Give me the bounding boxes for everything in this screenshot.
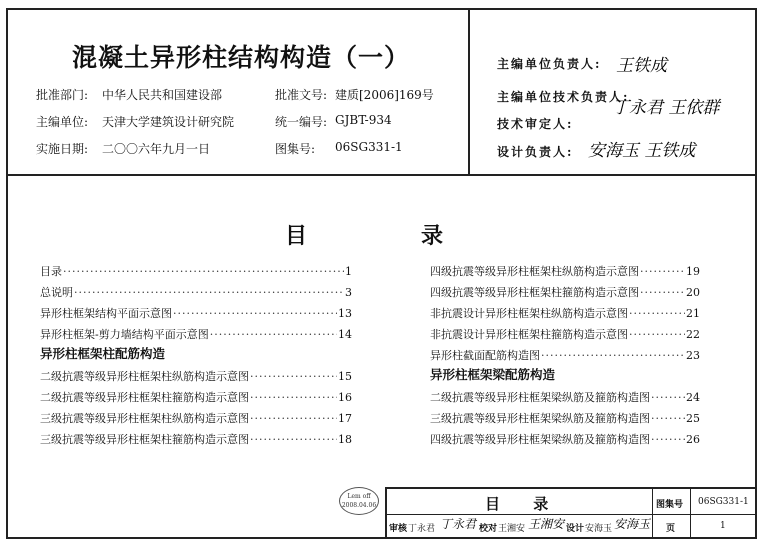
check-label: 校对 <box>479 524 498 534</box>
toc-entry <box>430 326 700 342</box>
toc-entry-label: 总说明 <box>40 286 73 299</box>
toc-entry <box>40 263 352 279</box>
stamp-line-1: Lem off <box>347 493 371 500</box>
toc-entry-label: 二级抗震等级异形柱框架柱箍筋构造示意图 <box>40 391 249 404</box>
toc-entry-label: 异形柱框架结构平面示意图 <box>40 307 172 320</box>
toc-leader-dots <box>210 328 337 341</box>
toc-entry <box>40 368 352 384</box>
toc-entry-label: 三级抗震等级异形柱框架柱箍筋构造示意图 <box>40 433 249 446</box>
toc-entry <box>40 305 352 321</box>
toc-entry-label: 二级抗震等级异形柱框架柱纵筋构造示意图 <box>40 370 249 383</box>
toc-leader-dots <box>629 307 685 320</box>
toc-entry-page: 26 <box>686 433 700 446</box>
info-label-2: 图集号: <box>275 142 316 156</box>
info-value-2: GJBT-934 <box>335 113 392 127</box>
toc-entry-page: 20 <box>686 286 700 299</box>
toc-entry-label: 目录 <box>40 265 62 278</box>
toc-leader-dots <box>629 328 685 341</box>
toc-leader-dots <box>651 433 685 446</box>
toc-title-left: 目 <box>285 223 308 249</box>
responsible-role: 技术审定人: <box>497 117 574 131</box>
info-label-2: 批准文号: <box>275 88 328 102</box>
toc-leader-dots <box>250 370 337 383</box>
toc-entry-page: 15 <box>338 370 352 383</box>
checker-name: 王湘安 <box>498 524 526 534</box>
responsible-role: 设计负责人: <box>497 145 574 159</box>
toc-entry-label: 四级抗震等级异形柱框架柱箍筋构造示意图 <box>430 286 639 299</box>
toc-entry <box>40 389 352 405</box>
toc-entry-page: 3 <box>345 286 352 299</box>
handwritten-signature: 安海玉 王铁成 <box>588 141 696 161</box>
toc-entry-label: 非抗震设计异形柱框架柱箍筋构造示意图 <box>430 328 628 341</box>
atlas-number-value: 06SG331-1 <box>698 497 749 507</box>
page-value: 1 <box>720 521 726 531</box>
designer-signature: 安海玉 <box>614 517 651 531</box>
toc-leader-dots <box>651 412 685 425</box>
toc-entry-label: 异形柱截面配筋构造图 <box>430 349 540 362</box>
info-value-2: 06SG331-1 <box>335 140 403 154</box>
handwritten-signature: 王铁成 <box>616 56 667 76</box>
stamp-line-2: 2008.04.06 <box>341 502 377 509</box>
checker-signature: 王湘安 <box>528 517 565 531</box>
toc-entry <box>40 284 352 300</box>
toc-entry-label: 异形柱框架-剪力墙结构平面示意图 <box>40 328 209 341</box>
toc-entry <box>430 389 700 405</box>
toc-entry-label: 二级抗震等级异形柱框架梁纵筋及箍筋构造图 <box>430 391 650 404</box>
toc-entry-page: 24 <box>686 391 700 404</box>
toc-leader-dots <box>63 265 344 278</box>
toc-entry-page: 25 <box>686 412 700 425</box>
toc-leader-dots <box>640 286 685 299</box>
title-block-col-2 <box>690 487 691 539</box>
title-block-title: 目 录 <box>485 495 563 513</box>
toc-entry-label: 四级抗震等级异形柱框架柱纵筋构造示意图 <box>430 265 639 278</box>
responsible-role: 主编单位技术负责人: <box>497 90 630 104</box>
toc-entry-page: 17 <box>338 412 352 425</box>
toc-leader-dots <box>250 433 337 446</box>
responsible-role: 主编单位负责人: <box>497 57 602 71</box>
info-value-2: 建质[2006]169号 <box>335 88 434 102</box>
toc-leader-dots <box>250 391 337 404</box>
toc-entry <box>430 347 700 363</box>
toc-entry <box>430 431 700 447</box>
toc-entry-label: 四级抗震等级异形柱框架梁纵筋及箍筋构造图 <box>430 433 650 446</box>
title-block-col-1 <box>652 487 653 539</box>
toc-entry-label: 三级抗震等级异形柱框架柱纵筋构造示意图 <box>40 412 249 425</box>
approval-stamp <box>339 487 379 515</box>
toc-entry <box>430 305 700 321</box>
toc-entry <box>430 410 700 426</box>
toc-entry-page: 18 <box>338 433 352 446</box>
reviewer-name: 丁永君 <box>408 524 436 534</box>
info-value: 天津大学建筑设计研究院 <box>102 115 235 129</box>
info-value: 二〇〇六年九月一日 <box>102 142 211 156</box>
toc-leader-dots <box>651 391 685 404</box>
toc-leader-dots <box>541 349 685 362</box>
atlas-number-label: 图集号 <box>656 500 684 510</box>
header-divider <box>468 8 470 175</box>
toc-entry-page: 23 <box>686 349 700 362</box>
info-label-2: 统一编号: <box>275 115 328 129</box>
handwritten-signature: 丁永君 王依群 <box>612 98 720 118</box>
toc-entry <box>430 263 700 279</box>
toc-entry <box>40 431 352 447</box>
toc-entry-label: 非抗震设计异形柱框架柱纵筋构造示意图 <box>430 307 628 320</box>
reviewer-signature: 丁永君 <box>440 517 477 531</box>
toc-entry-page: 22 <box>686 328 700 341</box>
info-value: 中华人民共和国建设部 <box>102 88 223 102</box>
toc-entry-page: 19 <box>686 265 700 278</box>
info-label: 实施日期: <box>36 142 89 156</box>
toc-entry-label: 三级抗震等级异形柱框架梁纵筋及箍筋构造图 <box>430 412 650 425</box>
toc-section-heading: 异形柱框架梁配筋构造 <box>430 367 556 382</box>
header-bottom-rule <box>6 174 757 176</box>
toc-section-heading: 异形柱框架柱配筋构造 <box>40 346 166 361</box>
toc-entry-page: 16 <box>338 391 352 404</box>
toc-entry-page: 21 <box>686 307 700 320</box>
atlas-title: 混凝土异形柱结构构造（一） <box>72 43 411 72</box>
review-label: 审核 <box>389 524 408 534</box>
toc-entry <box>40 326 352 342</box>
page-label: 页 <box>666 524 676 534</box>
toc-leader-dots <box>250 412 337 425</box>
toc-entry-page: 1 <box>345 265 352 278</box>
toc-title-right: 录 <box>421 223 444 249</box>
toc-entry <box>430 284 700 300</box>
info-label: 批准部门: <box>36 88 89 102</box>
toc-entry-page: 13 <box>338 307 352 320</box>
info-label: 主编单位: <box>36 115 89 129</box>
toc-entry-page: 14 <box>338 328 352 341</box>
toc-leader-dots <box>74 286 344 299</box>
toc-leader-dots <box>173 307 337 320</box>
design-label: 设计 <box>566 524 585 534</box>
designer-name: 安海玉 <box>585 524 613 534</box>
toc-leader-dots <box>640 265 685 278</box>
toc-entry <box>40 410 352 426</box>
